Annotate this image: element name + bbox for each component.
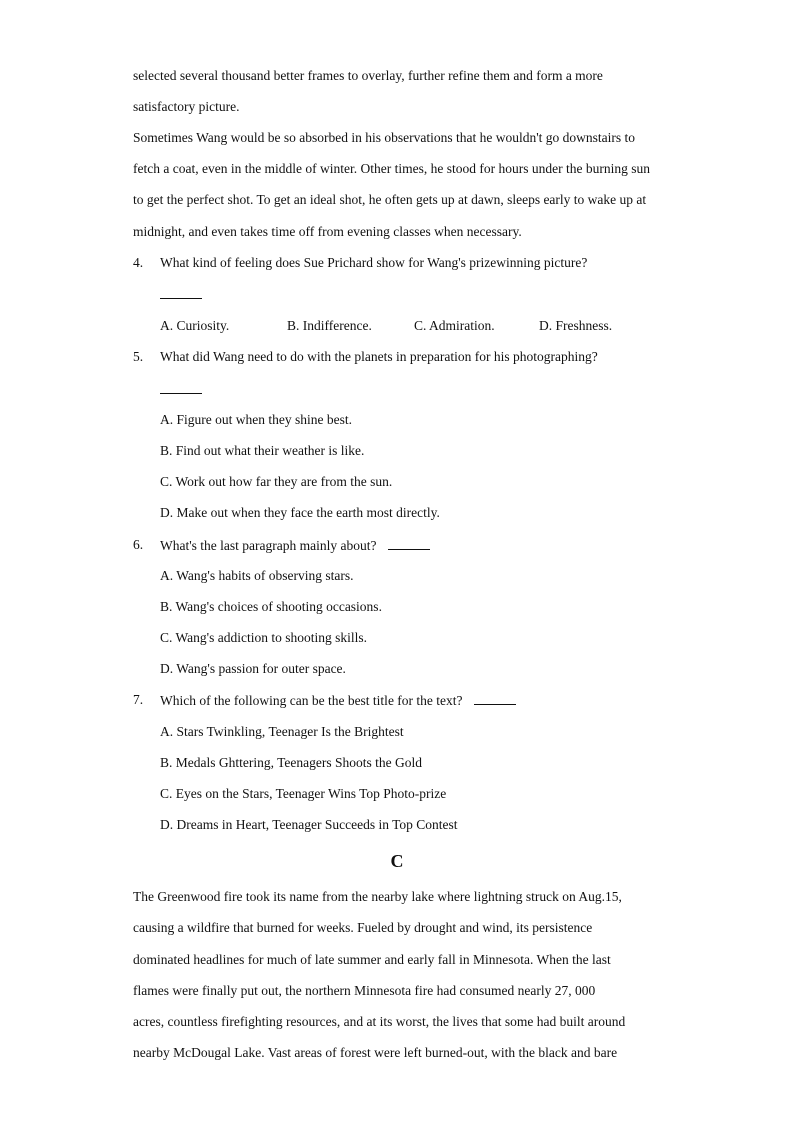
question-text: What did Wang need to do with the planets in preparation for his photographing? (160, 349, 598, 364)
question-text: Which of the following can be the best title for the text? (160, 693, 463, 708)
option-a: A. Curiosity. (160, 318, 230, 333)
passage-line: flames were finally put out, the northern Minnesota fire had consumed nearly 27, 000 (133, 983, 596, 998)
answer-blank (160, 392, 202, 394)
passage-line: causing a wildfire that burned for weeks. Fueled by drought and wind, its persistence (133, 920, 593, 935)
passage-line: nearby McDougal Lake. Vast areas of forest were left burned-out, with the black and bare (133, 1045, 618, 1060)
passage-line: satisfactory picture. (133, 99, 240, 114)
passage-line: The Greenwood fire took its name from the nearby lake where lightning struck on Aug.15, (133, 889, 622, 904)
option-b: B. Indifference. (287, 318, 372, 333)
answer-blank (388, 537, 430, 550)
passage-line: Sometimes Wang would be so absorbed in his observations that he wouldn't go downstairs to (133, 130, 636, 145)
option-b: B. Medals Ghttering, Teenagers Shoots the Gold (160, 755, 423, 770)
question-text-row (160, 692, 516, 709)
answer-blank (160, 297, 202, 299)
passage-line: midnight, and even takes time off from evening classes when necessary. (133, 224, 522, 239)
option-a: A. Wang's habits of observing stars. (160, 568, 354, 583)
option-c: C. Eyes on the Stars, Teenager Wins Top Photo-prize (160, 786, 447, 801)
option-c: C. Wang's addiction to shooting skills. (160, 630, 367, 645)
section-heading: C (390, 851, 404, 871)
question-number: 7. (133, 692, 144, 707)
question-text-row (160, 537, 430, 554)
option-c: C. Admiration. (414, 318, 495, 333)
question-text: What kind of feeling does Sue Prichard show for Wang's prizewinning picture? (160, 255, 588, 270)
answer-blank (474, 692, 516, 705)
passage-line: acres, countless firefighting resources, and at its worst, the lives that some had built around (133, 1014, 626, 1029)
question-number: 4. (133, 255, 144, 270)
passage-line: to get the perfect shot. To get an ideal shot, he often gets up at dawn, sleeps early to wake up at (133, 192, 647, 207)
option-d: D. Dreams in Heart, Teenager Succeeds in Top Contest (160, 817, 458, 832)
passage-line: fetch a coat, even in the middle of winter. Other times, he stood for hours under the burning sun (133, 161, 650, 176)
question-text: What's the last paragraph mainly about? (160, 538, 377, 553)
option-c: C. Work out how far they are from the sun. (160, 474, 393, 489)
option-d: D. Freshness. (539, 318, 613, 333)
question-number: 5. (133, 349, 144, 364)
question-number: 6. (133, 537, 144, 552)
passage-line: selected several thousand better frames to overlay, further refine them and form a more (133, 68, 603, 83)
option-b: B. Find out what their weather is like. (160, 443, 365, 458)
option-a: A. Figure out when they shine best. (160, 412, 352, 427)
option-d: D. Make out when they face the earth most directly. (160, 505, 440, 520)
option-a: A. Stars Twinkling, Teenager Is the Brightest (160, 724, 404, 739)
option-d: D. Wang's passion for outer space. (160, 661, 346, 676)
passage-line: dominated headlines for much of late summer and early fall in Minnesota. When the last (133, 952, 611, 967)
option-b: B. Wang's choices of shooting occasions. (160, 599, 382, 614)
